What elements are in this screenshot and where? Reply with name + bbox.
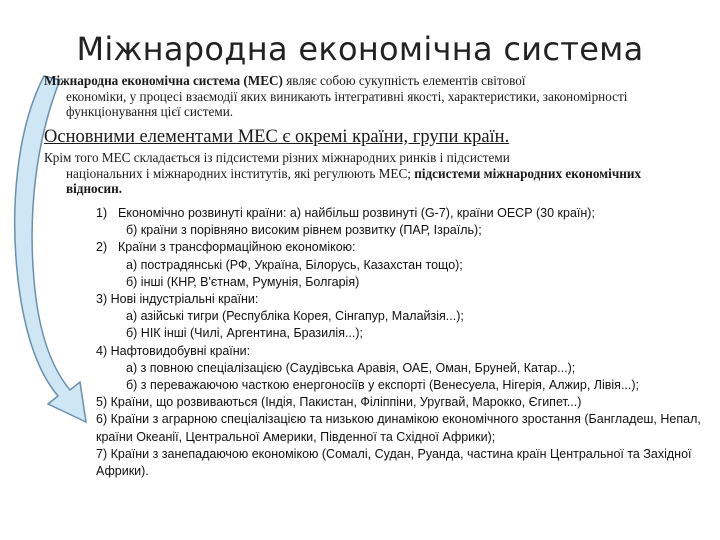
country-groups-list — [96, 205, 716, 480]
list-subitem: б) з переважаючою часткою енергоносіїв у експорті (Венесуела, Нігерія, Алжир, Лівія...); — [126, 378, 639, 393]
list-subitem: а) пострадянські (РФ, Україна, Білорусь, Казахстан тощо); — [126, 257, 463, 272]
list-item: 6) Країни з аграрною спеціалізацією та низькою динамікою економічного зростання (Бангладеш, Непал, країни Океанії, Центральної Америки, Південної та Східної Африки); — [96, 412, 701, 444]
list-text: Економічно розвинуті країни: а) найбільш розвинуті (G-7), країни ОЕСР (30 країн); — [118, 206, 595, 220]
subsystems-text: національних і міжнародних інститутів, які регулюють МЕС; — [66, 165, 415, 181]
subsystems-bold: підсистеми міжнародних економічних відносин. — [66, 165, 642, 196]
list-number: 1) — [96, 206, 108, 220]
curved-arrow-icon — [6, 70, 96, 430]
list-subitem: а) азійські тигри (Республіка Корея, Сінгапур, Малайзія...); — [126, 309, 464, 324]
slide-title: Міжнародна економічна система — [76, 30, 644, 68]
list-item: 7) Країни з занепадаючою економікою (Сомалі, Судан, Руанда, частина країн Центральної та Західної Африки). — [96, 446, 692, 479]
elements-statement: Основними елементами МЕС є окремі країни, групи країн. — [44, 127, 510, 147]
definition-rest: економіки, у процесі взаємодії яких виникають інтегративні якості, характеристики, закономірності функціонування цієї системи. — [66, 88, 628, 119]
list-subitem: б) інші (КНР, В'єтнам, Румунія, Болгарія) — [126, 274, 360, 289]
list-item — [96, 239, 716, 256]
list-subitem: а) з повною спеціалізацією (Саудівська Аравія, ОАЕ, Оман, Бруней, Катар...); — [126, 360, 576, 375]
subsystems-first-line: Крім того МЕС складається із підсистеми різних міжнародних ринків і підсистеми — [44, 150, 510, 165]
definition-paragraph — [44, 73, 694, 120]
list-item: 3) Нові індустріальні країни: — [96, 292, 259, 307]
list-number: 2) — [96, 240, 108, 255]
list-item: 5) Країни, що розвиваються (Індія, Пакистан, Філіппіни, Уругвай, Марокко, Єгипет...) — [96, 395, 582, 410]
subsystems-paragraph — [44, 150, 694, 197]
list-subitem: б) країни з порівняно високим рівнем розвитку (ПАР, Ізраїль); — [126, 223, 482, 238]
definition-text: являє собою сукупність елементів світової — [282, 73, 526, 88]
list-item — [96, 205, 716, 222]
list-text: Країни з трансформаційною економікою: — [118, 240, 356, 255]
list-subitem: б) НІК інші (Чилі, Аргентина, Бразилія...); — [126, 326, 364, 341]
definition-term: Міжнародна економічна система (МЕС) — [44, 73, 283, 88]
list-item: 4) Нафтовидобувні країни: — [96, 343, 251, 358]
